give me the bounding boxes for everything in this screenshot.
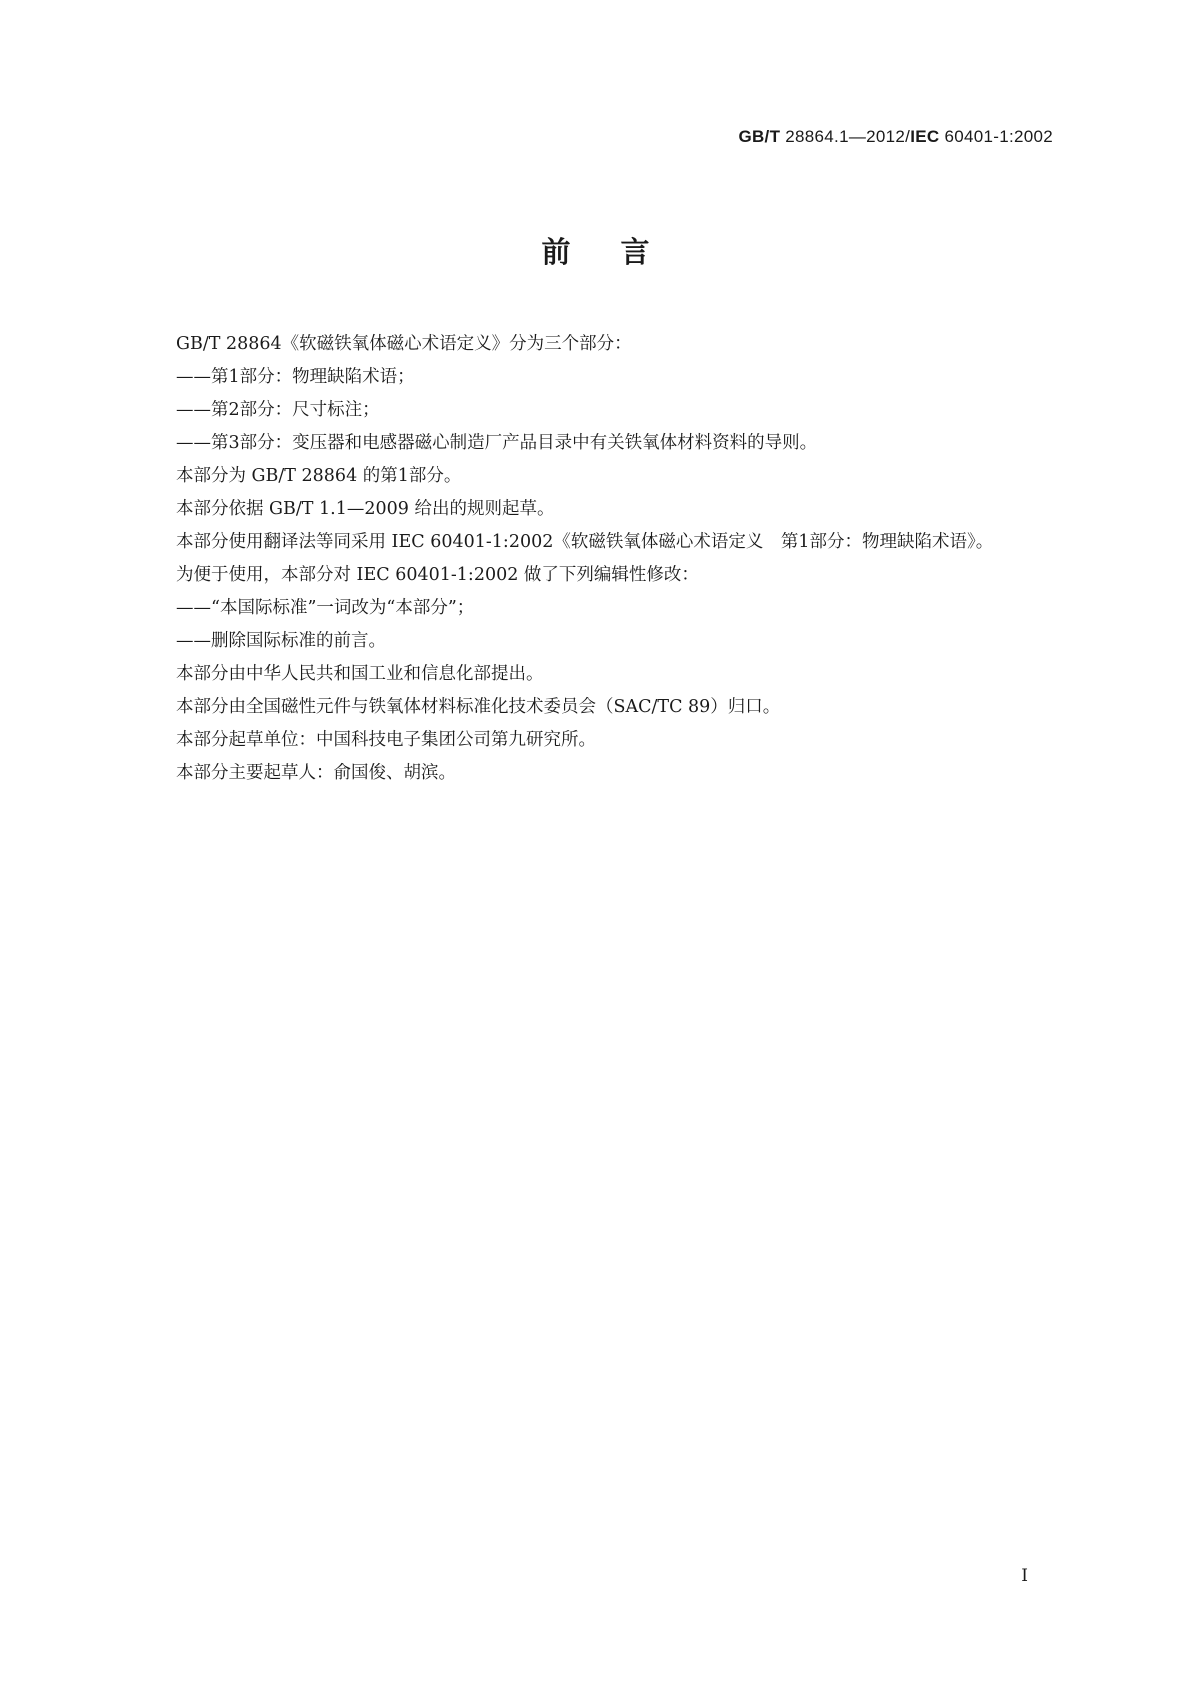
paragraph: 本部分起草单位：中国科技电子集团公司第九研究所。 [176,730,596,750]
standard-code-header [738,127,1053,147]
paragraph: 本部分依据 GB/T 1.1—2009 给出的规则起草。 [176,499,555,519]
page-number: I [1021,1566,1028,1586]
paragraph: 本部分主要起草人：俞国俊、胡滨。 [176,763,456,783]
list-item: ——删除国际标准的前言。 [176,631,386,651]
list-item: ——第2部分：尺寸标注； [176,400,380,420]
list-item: ——“本国际标准”一词改为“本部分”； [176,598,475,618]
iec-prefix: IEC [910,127,940,146]
paragraph: 本部分使用翻译法等同采用 IEC 60401-1:2002《软磁铁氧体磁心术语定义 第1部分：物理缺陷术语》。 [176,532,994,552]
paragraph: 本部分由中华人民共和国工业和信息化部提出。 [176,664,544,684]
page-title: 前言 [541,235,700,269]
standard-prefix: GB/T [738,127,781,146]
list-item: ——第1部分：物理缺陷术语； [176,367,415,387]
paragraph: 本部分为 GB/T 28864 的第1部分。 [176,466,462,486]
standard-number: 28864.1—2012/ [780,127,911,146]
iec-number: 60401-1:2002 [939,127,1053,146]
paragraph: 本部分由全国磁性元件与铁氧体材料标准化技术委员会（SAC/TC 89）归口。 [176,697,781,717]
foreword-body [134,328,1054,790]
paragraph: 为便于使用，本部分对 IEC 60401-1:2002 做了下列编辑性修改： [176,565,699,585]
list-item: ——第3部分：变压器和电感器磁心制造厂产品目录中有关铁氧体材料资料的导则。 [176,433,818,453]
paragraph: GB/T 28864《软磁铁氧体磁心术语定义》分为三个部分： [176,334,632,354]
